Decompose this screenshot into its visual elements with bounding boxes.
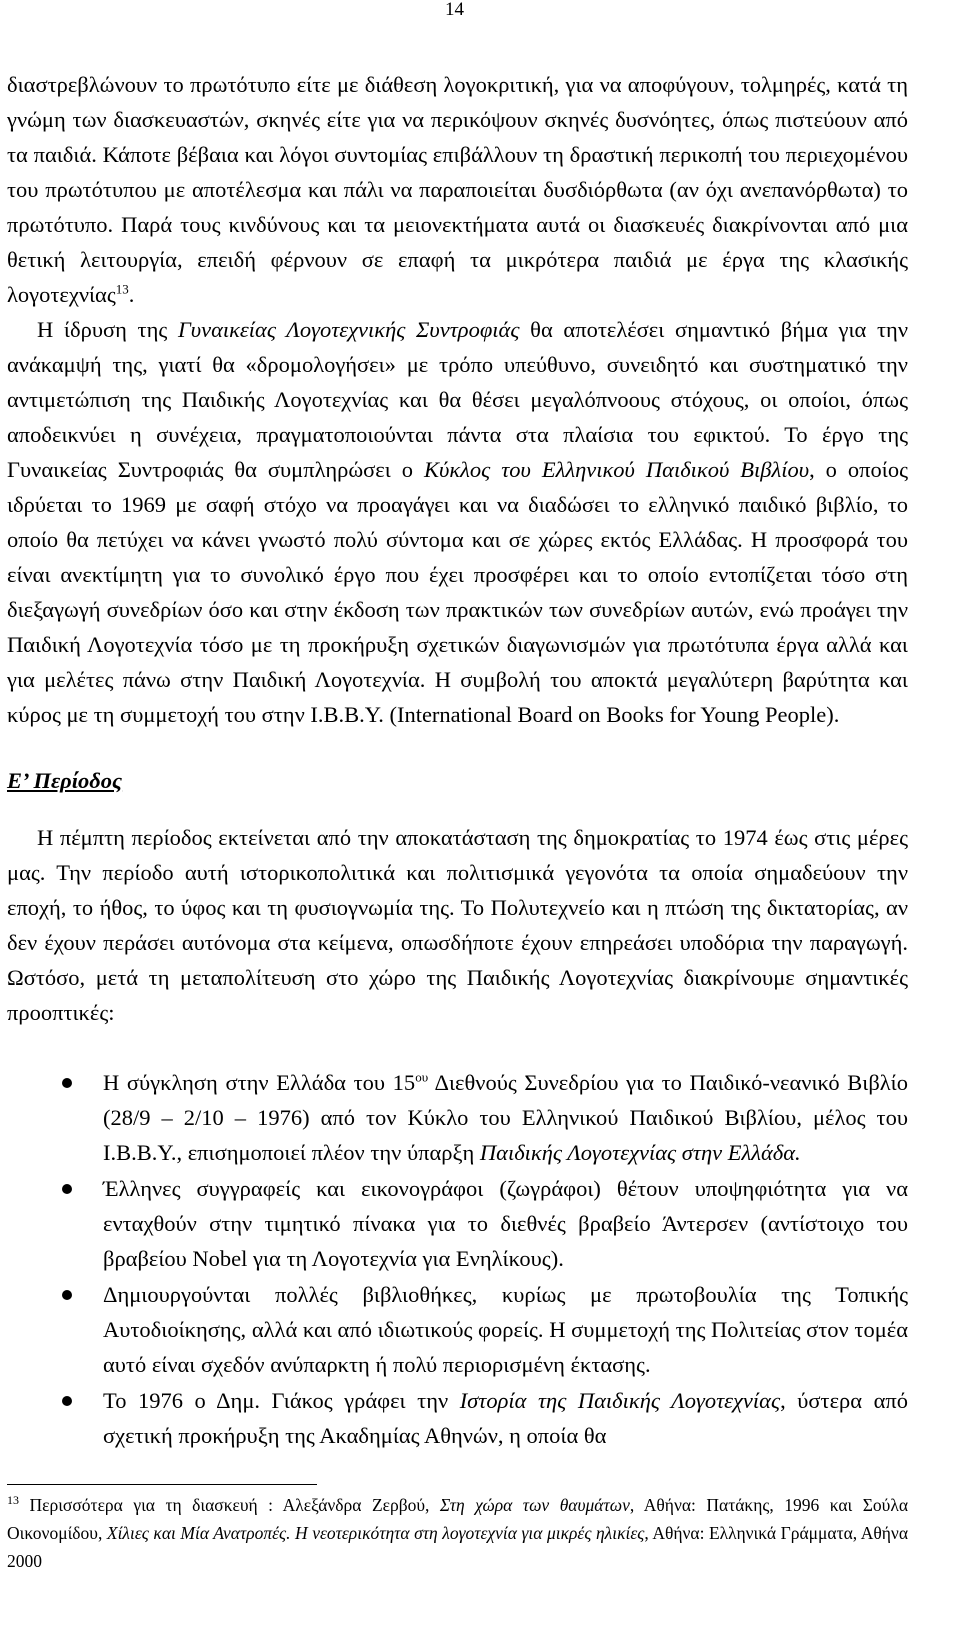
italic-title: Ιστορία της Παιδικής Λογοτεχνίας bbox=[459, 1388, 781, 1413]
paragraph-text: . bbox=[128, 282, 135, 307]
page-number: 14 bbox=[445, 0, 464, 20]
italic-title: Χίλιες και Μία Ανατροπές. Η νεοτερικότητα στη λογοτεχνία για μικρές ηλικίες bbox=[106, 1523, 645, 1543]
list-item-text: Διεθνούς Συνεδρίου για το Παιδικό-νεανικό Βιβλίο (28/9 – 2/10 – 1976) από τον Κύκλο του Ελληνικού Παιδικού Βιβλίου, μέλος του Ι.Β.Β.Υ., επισημοποιεί πλέον την ύπαρξη bbox=[103, 1070, 908, 1165]
list-item-text: , ύστερα από σχετική προκήρυξη της Ακαδημίας Αθηνών, η οποία θα bbox=[103, 1388, 908, 1448]
list-item bbox=[0, 1383, 908, 1453]
bullet-icon bbox=[62, 1184, 72, 1194]
bullet-list bbox=[0, 1065, 908, 1454]
footnote-text: , Αθήνα: Ελληνικά Γράμματα, Αθήνα 2000 bbox=[7, 1523, 909, 1571]
italic-title: Κύκλος του Ελληνικού Παιδικού Βιβλίου bbox=[424, 457, 810, 482]
paragraph-text: , ο οποίος ιδρύεται το 1969 με σαφή στόχο να προαγάγει και να διαδώσει το ελληνικό παιδικό βιβλίο, το οποίο θα πετύχει να κάνει γνωστό πολύ σύντομα και σε χώρες εκτός Ελλάδας. Η προσφορά του είναι ανεκτίμητη για το συνολικό έργο που έχει προσφέρει και το οποίο εντοπίζεται τόσο στη διεξαγωγή συνεδρίων όσο και στην έκδοση των πρακτικών των συνεδρίων αυτών, ενώ προάγει την Παιδική Λογοτεχνία τόσο με τη προκήρυξη σχετικών διαγωνισμών για πρωτότυπα έργα αλλά και για μελέτες πάνω στην Παιδική Λογοτεχνία. Η συμβολή του αποκτά μεγαλύτερη βαρύτητα και κύρος με τη συμμετοχή του στην Ι.Β.Β.Υ. (International Board on Books for Young People). bbox=[7, 457, 908, 727]
footnote-text: Περισσότερα για τη διασκευή : Αλεξάνδρα Ζερβού, bbox=[19, 1495, 440, 1515]
italic-title: Γυναικείας Λογοτεχνικής Συντροφιάς bbox=[177, 317, 520, 342]
bullet-icon bbox=[62, 1396, 72, 1406]
footnote-mark bbox=[7, 1495, 19, 1515]
list-item-text: Έλληνες συγγραφείς και εικονογράφοι (ζωγράφοι) θέτουν υποψηφιότητα για να ενταχθούν στην τιμητικό πίνακα για το διεθνές βραβείο Άντερσεν (αντίστοιχο του βραβείου Nobel για τη Λογοτεχνία για Ενηλίκους). bbox=[103, 1176, 908, 1271]
list-item bbox=[0, 1171, 908, 1276]
footnote-reference: 13 bbox=[115, 281, 129, 297]
ordinal-suffix: ου bbox=[415, 1069, 429, 1085]
list-item bbox=[0, 1065, 908, 1170]
section-heading: Ε’ Περίοδος bbox=[7, 768, 123, 793]
paragraph-literary-society bbox=[7, 312, 908, 732]
footnote bbox=[7, 1491, 908, 1575]
footnote-text: , Αθήνα: Πατάκης, 1996 και Σούλα Οικονομίδου, bbox=[7, 1495, 909, 1543]
list-item-text: Το 1976 ο Δημ. Γιάκος γράφει την bbox=[103, 1388, 460, 1413]
bullet-icon bbox=[62, 1078, 72, 1088]
body-text bbox=[7, 67, 908, 732]
bullet-icon bbox=[62, 1290, 72, 1300]
list-item-text: Η σύγκληση στην Ελλάδα του 15 bbox=[103, 1070, 416, 1095]
paragraph-text: Η ίδρυση της bbox=[37, 317, 178, 342]
footnote-number: 13 bbox=[7, 1493, 19, 1508]
paragraph-adaptations bbox=[7, 67, 908, 312]
italic-text: Παιδικής Λογοτεχνίας στην Ελλάδα. bbox=[479, 1140, 801, 1165]
list-item-text: Δημιουργούνται πολλές βιβλιοθήκες, κυρίως με πρωτοβουλία της Τοπικής Αυτοδιοίκησης, αλλά και από ιδιωτικούς φορείς. Η συμμετοχή της Πολιτείας στον τομέα αυτό είναι σχεδόν ανύπαρκτη ή πολύ περιορισμένη έκτασης. bbox=[103, 1282, 908, 1377]
paragraph-text: διαστρεβλώνουν το πρωτότυπο είτε με διάθεση λογοκριτική, για να αποφύγουν, τολμηρές, κατά τη γνώμη των διασκευαστών, σκηνές είτε για να περικόψουν σκηνές δυσνόητες, όπως πιστεύουν από τα παιδιά. Κάποτε βέβαια και λόγοι συντομίας επιβάλλουν τη δραστική περικοπή του περιεχομένου του πρωτότυπου με αποτέλεσμα και πάλι να παραποιείται δυσδιόρθωτα (αν όχι ανεπανόρθωτα) το πρωτότυπο. Παρά τους κινδύνους και τα μειονεκτήματα αυτά οι διασκευές διακρίνονται από μια θετική λειτουργία, επειδή φέρνουν σε επαφή τα μικρότερα παιδιά με έργα της κλασικής λογοτεχνίας bbox=[7, 72, 908, 307]
list-item bbox=[0, 1277, 908, 1382]
section-body bbox=[7, 820, 908, 1030]
italic-title: Στη χώρα των θαυμάτων bbox=[439, 1495, 630, 1515]
footnote-divider bbox=[7, 1484, 317, 1485]
paragraph-fifth-period: Η πέμπτη περίοδος εκτείνεται από την αποκατάσταση της δημοκρατίας το 1974 έως στις μέρες μας. Την περίοδο αυτή ιστορικοπολιτικά και πολιτισμικά γεγονότα τα οποία σημαδεύουν την εποχή, το ήθος, το ύφος και τη φυσιογνωμία της. Το Πολυτεχνείο και η πτώση της δικτατορίας, αν δεν έχουν περάσει αυτόνομα στα κείμενα, οπωσδήποτε έχουν επηρεάσει υποδόρια την παραγωγή. Ωστόσο, μετά τη μεταπολίτευση στο χώρο της Παιδικής Λογοτεχνίας διακρίνουμε σημαντικές προοπτικές: bbox=[7, 825, 908, 1025]
paragraph-text: θα αποτελέσει σημαντικό βήμα για την ανάκαμψή της, γιατί θα «δρομολογήσει» με τρόπο υπεύθυνο, συνειδητό και συστηματικό την αντιμετώπιση της Παιδικής Λογοτεχνίας και θα θέσει μεγαλόπνοους στόχους, οι οποίοι, όπως αποδεικνύει η συνέχεια, πραγματοποιούνται πάντα στα πλαίσια του εφικτού. Το έργο της Γυναικείας Συντροφιάς θα συμπληρώσει ο bbox=[7, 317, 908, 482]
